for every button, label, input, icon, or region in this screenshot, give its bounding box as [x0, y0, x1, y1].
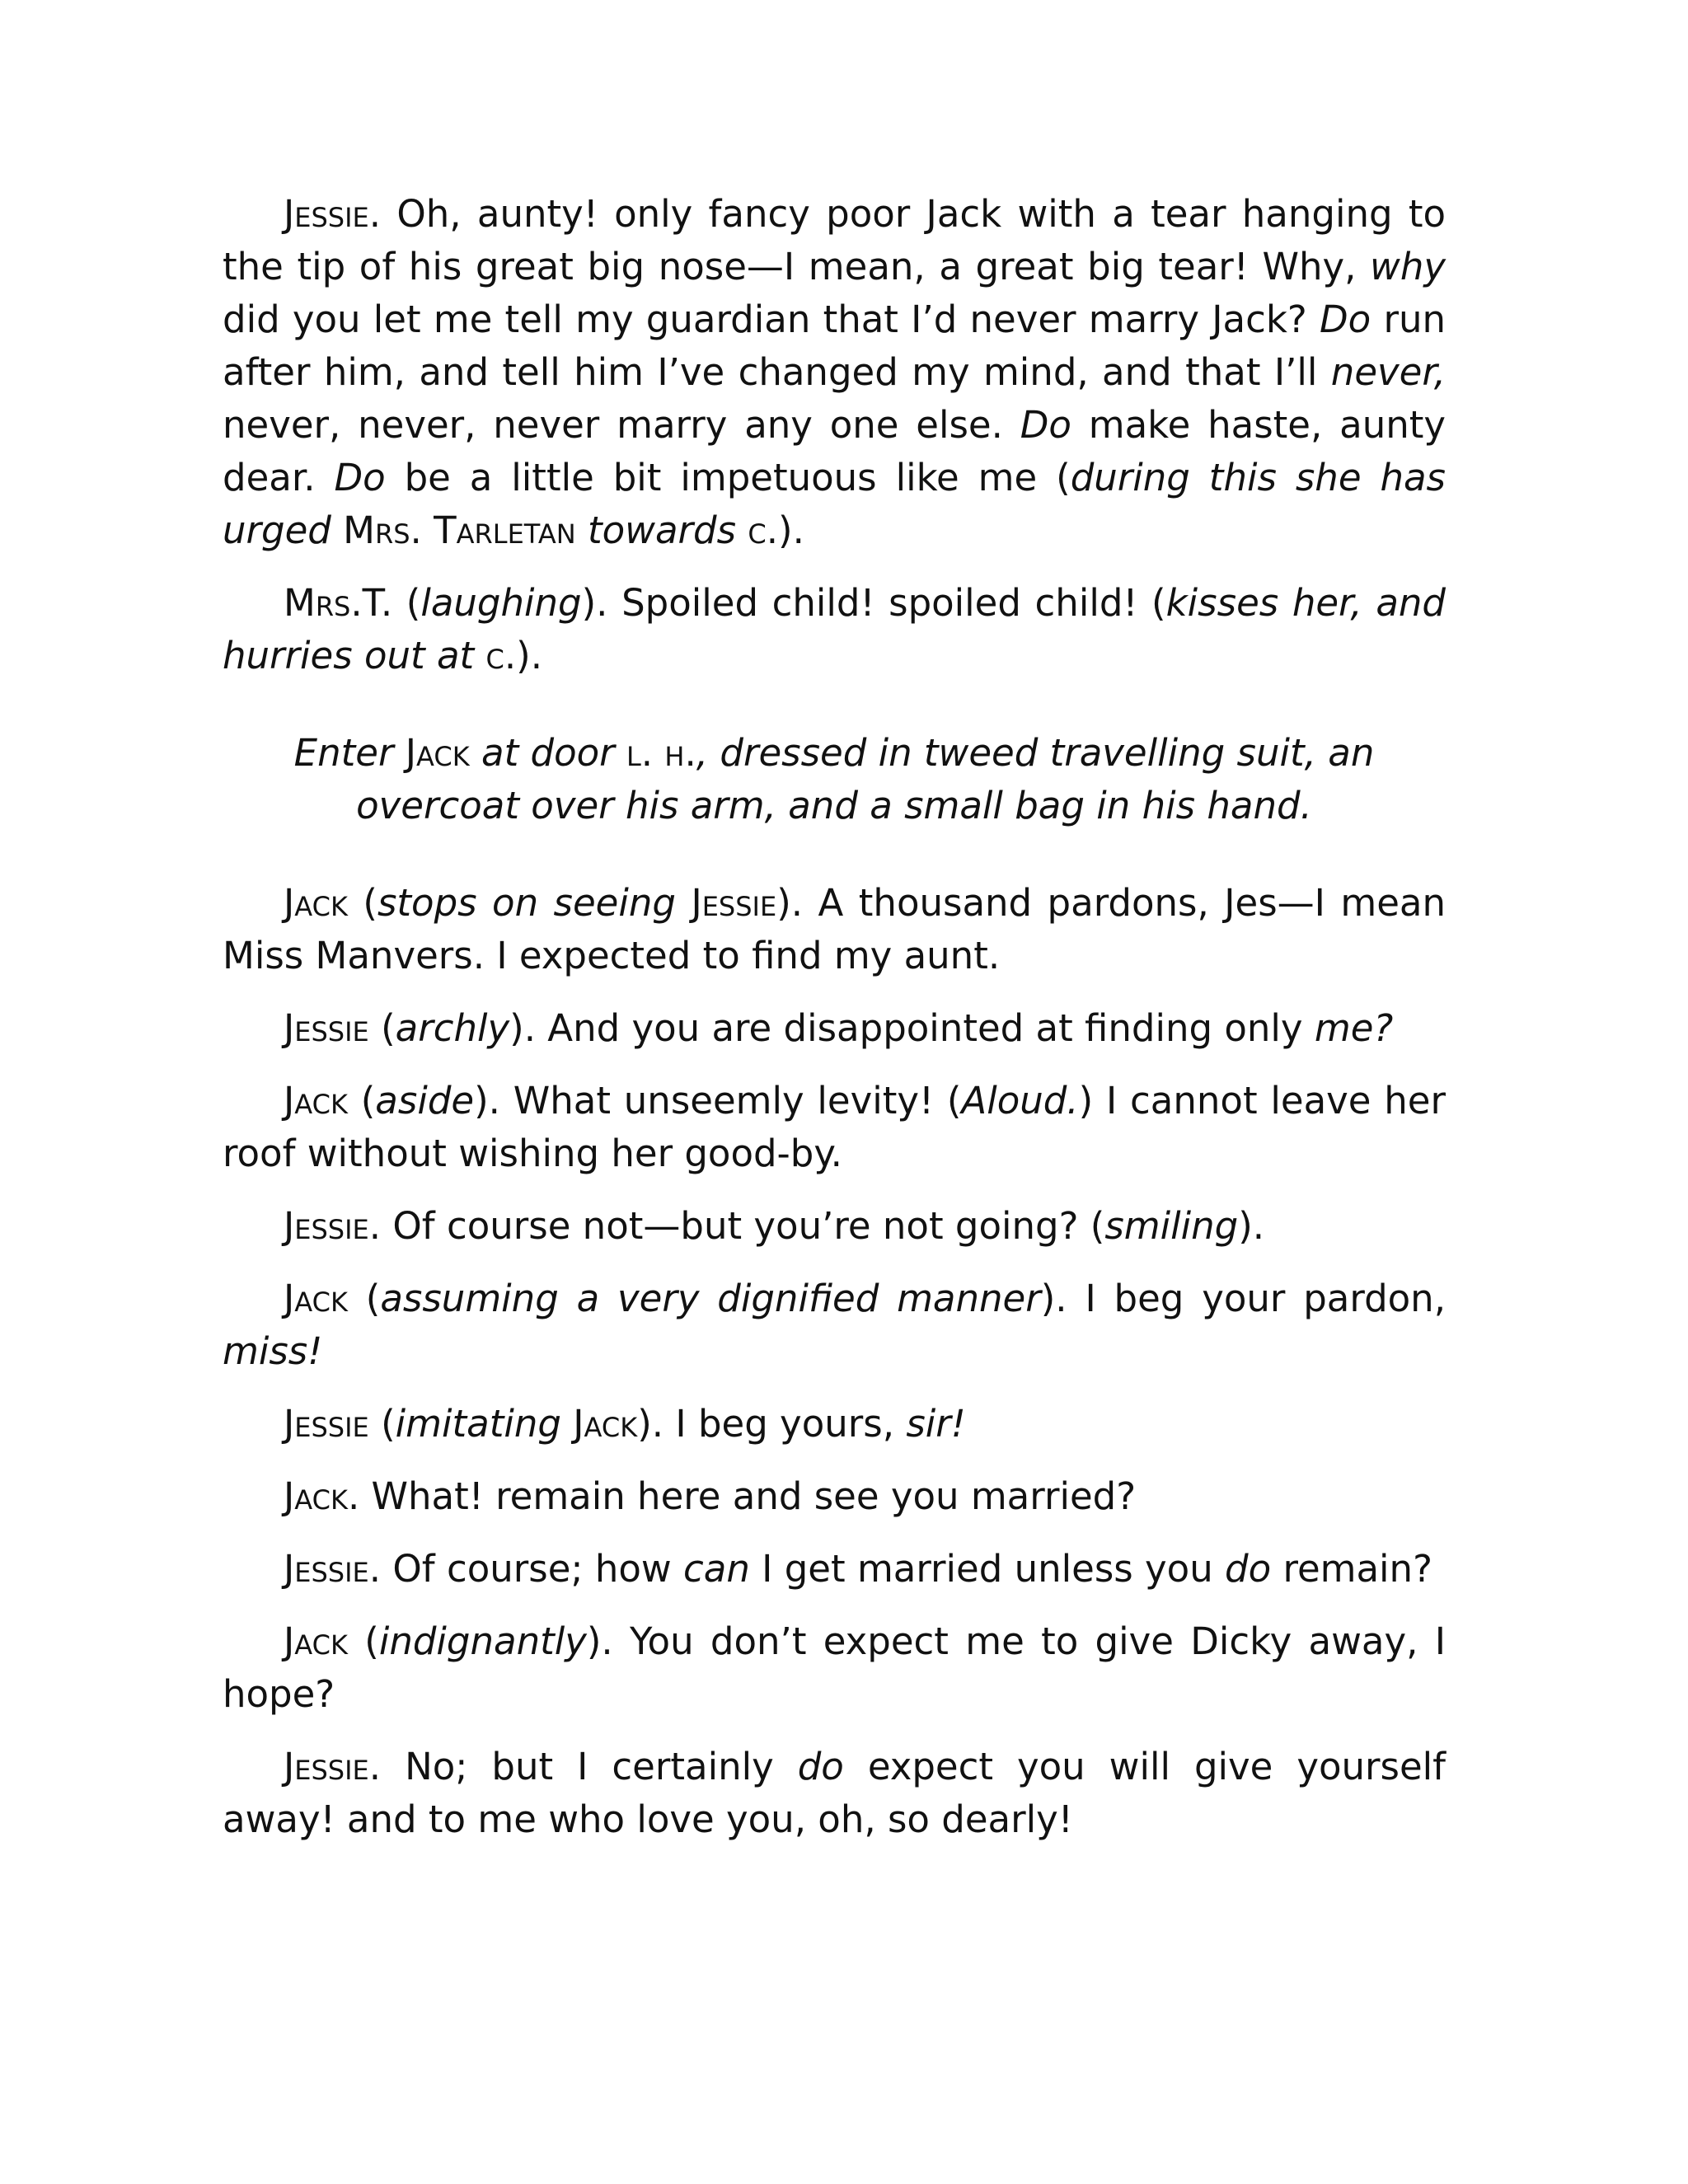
speaker-name: Jessie [284, 1006, 369, 1050]
text-run: . What! remain here and see you married? [347, 1474, 1137, 1518]
speaker-name: Jessie [691, 881, 777, 925]
text-run: . Of course; how [368, 1547, 684, 1591]
speaker-name: Jessie [284, 1402, 369, 1446]
dialogue-jack-1 [223, 877, 1446, 982]
text-run: did you let me tell my guardian that I’d never marry Jack? [223, 298, 1320, 341]
speaker-name: Jack [284, 1277, 348, 1320]
text-run: ). [516, 634, 543, 677]
italic-run: laughing [420, 581, 582, 625]
dialogue-jack-3 [223, 1272, 1446, 1378]
speaker-name: Jessie [284, 1547, 369, 1591]
text-run: ). A thousand pardons, Jes—I mean Miss Manvers. I expected to find my aunt. [223, 881, 1446, 977]
text-run: ) I cannot leave her roof without wishing her good-by. [223, 1079, 1446, 1175]
italic-run: at door [469, 731, 626, 775]
speaker-name: Jack [284, 1474, 348, 1518]
text-run: make haste, aunty dear. [223, 403, 1447, 499]
dialogue-jessie-3 [223, 1200, 1446, 1253]
italic-run: Do [334, 456, 386, 499]
text-run: ). Spoiled child! spoiled child! ( [581, 581, 1166, 625]
italic-run: Aloud. [961, 1079, 1079, 1122]
italic-run: towards [588, 509, 737, 552]
text-run: expect you will give yourself away! and to me who love you, oh, so dearly! [223, 1745, 1447, 1841]
italic-run: me? [1314, 1006, 1394, 1050]
text-run: . No; but I certainly [368, 1745, 798, 1788]
text-run: ). And you are disappointed at finding only [509, 1006, 1315, 1050]
italic-run: smiling [1104, 1204, 1239, 1248]
italic-run: imitating [395, 1402, 561, 1446]
text-run: I get married unless you [749, 1547, 1226, 1591]
italic-run: indignantly [378, 1619, 587, 1663]
dialogue-jack-2 [223, 1075, 1446, 1180]
dialogue-jessie-6 [223, 1741, 1446, 1846]
speaker-name: l. h. [626, 731, 696, 775]
text-run: ( [347, 1079, 376, 1122]
italic-run: Do [1020, 403, 1071, 447]
italic-run: kisses her, and hurries out at [223, 581, 1447, 677]
dialogue-jessie-4 [223, 1398, 1446, 1451]
speaker-name: Jessie [284, 192, 369, 236]
text-run: ). You don’t expect me to give Dicky away, I hope? [223, 1619, 1446, 1716]
speaker-name: Mrs.T. [284, 581, 393, 625]
speaker-name: c. [748, 509, 779, 552]
text-run [576, 509, 588, 552]
italic-run: do [1225, 1547, 1272, 1591]
italic-run: during this she has urged [223, 456, 1446, 552]
text-run: ). [778, 509, 804, 552]
speaker-name: Jack [284, 1079, 348, 1122]
text-run: . Of course not—but you’re not going? ( [368, 1204, 1105, 1248]
italic-run: stops on seeing [377, 881, 676, 925]
text-run: never, never, never marry any one else. [223, 403, 1020, 447]
speaker-name: Jessie [284, 1745, 369, 1788]
text-run [676, 881, 691, 925]
dialogue-jessie-2 [223, 1002, 1446, 1055]
text-run: run after him, and tell him I’ve changed my mind, and that I’ll [223, 298, 1446, 394]
text-run [561, 1402, 573, 1446]
speaker-name: Jack [284, 1619, 348, 1663]
italic-run: assuming a very dignified manner [380, 1277, 1041, 1320]
italic-run: Do [1320, 298, 1372, 341]
dialogue-jessie-5 [223, 1543, 1446, 1596]
italic-run: archly [395, 1006, 510, 1050]
speaker-name: Mrs. Tarletan [343, 509, 576, 552]
text-run [474, 634, 485, 677]
italic-run: miss! [223, 1329, 323, 1373]
text-run: ). I beg your pardon, [1040, 1277, 1447, 1320]
text-run: be a little bit impetuous like me ( [385, 456, 1071, 499]
text-run: ( [347, 881, 377, 925]
speaker-name: Jessie [284, 1204, 369, 1248]
speaker-name: Jack [573, 1402, 638, 1446]
speaker-name: Jack [284, 881, 348, 925]
italic-run: can [683, 1547, 750, 1591]
italic-run: aside [375, 1079, 475, 1122]
text-run: ( [368, 1006, 396, 1050]
play-page [223, 188, 1446, 1866]
dialogue-mrs-t-1 [223, 577, 1446, 682]
text-run: ( [347, 1619, 379, 1663]
italic-run: sir! [906, 1402, 966, 1446]
italic-run: never, [1330, 350, 1446, 394]
dialogue-jack-5 [223, 1615, 1446, 1721]
stage-direction-enter-jack [280, 727, 1388, 832]
dialogue-jessie-1 [223, 188, 1446, 557]
text-run: ( [347, 1277, 381, 1320]
text-run: ( [368, 1402, 396, 1446]
text-run: ). What unseemly levity! ( [474, 1079, 962, 1122]
text-run: ). [1238, 1204, 1265, 1248]
italic-run: , dressed in tweed travelling suit, an overcoat over his arm, and a small bag in his hand. [356, 731, 1375, 827]
speaker-name: Jack [405, 731, 470, 775]
italic-run: do [797, 1745, 844, 1788]
text-run [736, 509, 748, 552]
italic-run: why [1370, 245, 1446, 288]
dialogue-jack-4 [223, 1470, 1446, 1523]
text-run: ( [392, 581, 421, 625]
speaker-name: c. [485, 634, 517, 677]
text-run: . Oh, aunty! only fancy poor Jack with a tear hanging to the tip of his great big nose—I mean, a great big tear! Why, [223, 192, 1446, 288]
italic-run: Enter [293, 731, 406, 775]
text-run: remain? [1271, 1547, 1432, 1591]
text-run: ). I beg yours, [637, 1402, 907, 1446]
text-run [331, 509, 343, 552]
